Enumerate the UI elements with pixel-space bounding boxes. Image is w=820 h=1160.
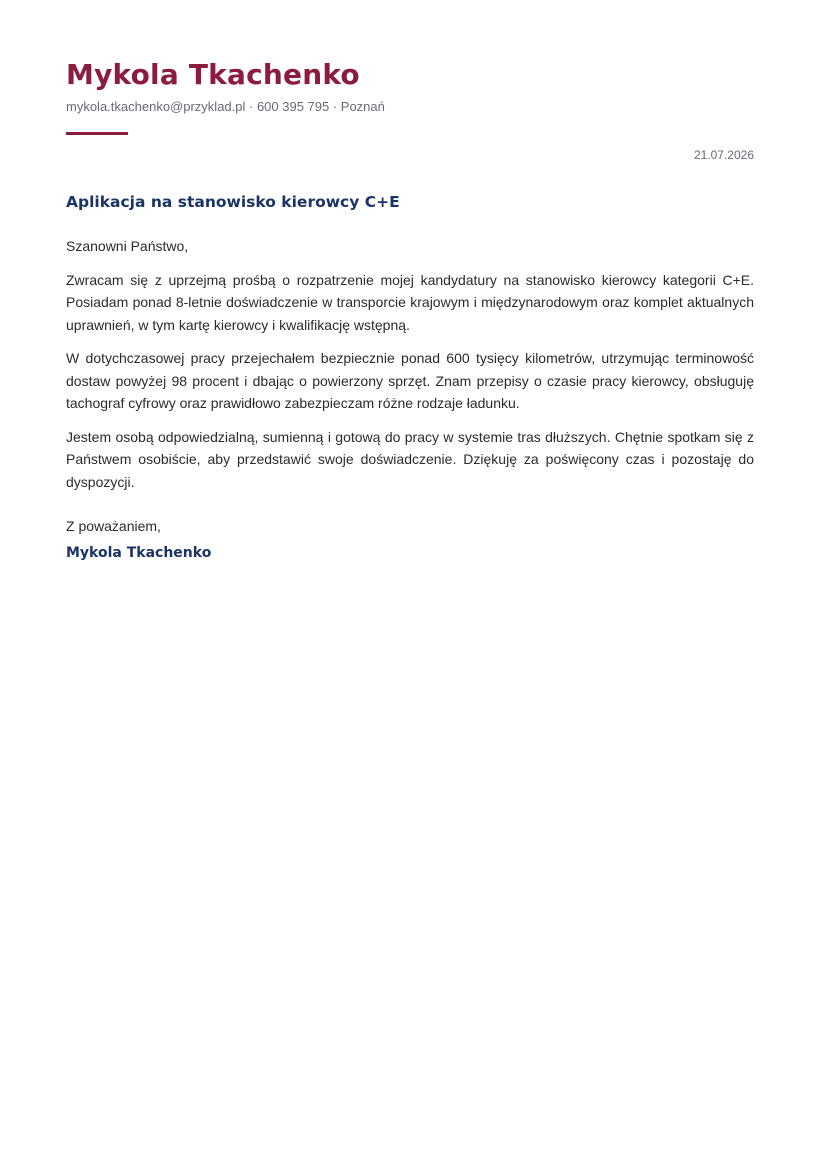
letter-date: 21.07.2026 [693, 148, 754, 162]
paragraph-2: W dotychczasowej pracy przejechałem bezpiecznie ponad 600 tysięcy kilometrów, utrzymując terminowość dostaw powyżej 98 procent i dbając o powierzony sprzęt. Znam przepisy o czasie pracy kierowcy, obsługuję tachograf cyfrowy oraz prawidłowo zabezpieczam różne rodzaje ładunku. [66, 350, 754, 411]
letter-subject: Aplikacja na stanowisko kierowcy C+E [66, 193, 400, 211]
paragraph-3: Jestem osobą odpowiedzialną, sumienną i gotową do pracy w systemie tras dłuższych. Chętnie spotkam się z Państwem osobiście, aby przedstawić swoje doświadczenie. Dziękuję za poświęcony czas i pozostaję do dyspozycji. [66, 428, 754, 490]
letter-body [66, 235, 754, 564]
sender-name: Mykola Tkachenko [66, 58, 360, 91]
accent-divider [66, 132, 128, 135]
paragraph-1: Zwracam się z uprzejmą prośbą o rozpatrzenie mojej kandydatury na stanowisko kierowcy kategorii C+E. Posiadam ponad 8-letnie doświadczenie w transporcie krajowym i międzynarodowym oraz komplet aktualnych uprawnień, w tym kartę kierowcy i kwalifikację wstępną. [66, 271, 754, 333]
salutation: Szanowni Państwo, [66, 238, 189, 254]
sender-contact-line: mykola.tkachenko@przyklad.pl · 600 395 795 · Poznań [66, 99, 385, 114]
signature-name: Mykola Tkachenko [66, 544, 212, 561]
closing: Z poważaniem, [66, 518, 161, 534]
